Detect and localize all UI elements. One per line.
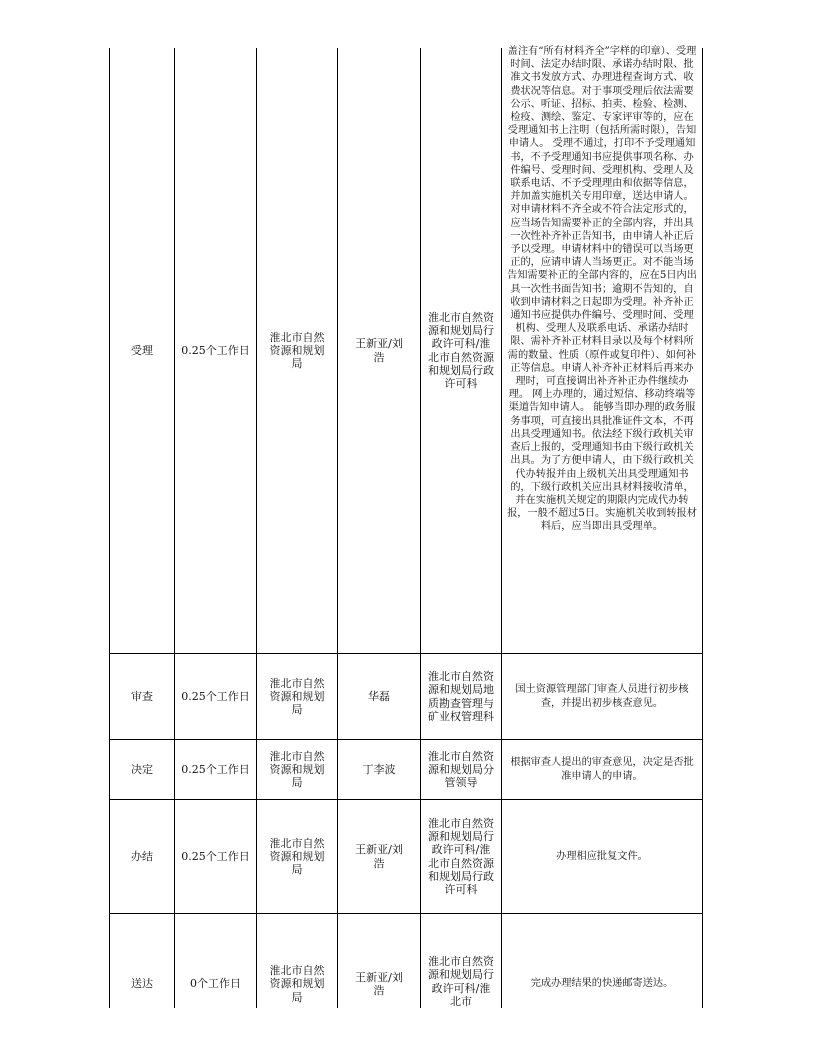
person-cell: 王新亚/刘浩 bbox=[355, 337, 403, 364]
person-cell: 王新亚/刘浩 bbox=[355, 843, 403, 870]
person-cell: 华磊 bbox=[368, 689, 390, 703]
stage-cell: 受理 bbox=[131, 343, 153, 357]
department-cell: 淮北市自然资源和规划局行政许可科/淮北市自然资源和规划局行政许可科 bbox=[428, 310, 494, 390]
description-cell: 完成办理结果的快递邮寄送达。 bbox=[530, 978, 674, 990]
time-limit-cell: 0个工作日 bbox=[190, 977, 241, 991]
department-cell: 淮北市自然资源和规划局分管领导 bbox=[428, 749, 494, 790]
table-border-right bbox=[702, 48, 703, 1008]
authority-cell: 淮北市自然资源和规划局 bbox=[269, 964, 325, 1004]
authority-cell: 淮北市自然资源和规划局 bbox=[269, 330, 325, 371]
description-cell: 根据审查人提出的审查意见，决定是否批准申请人的申请。 bbox=[510, 757, 694, 782]
stage-cell: 办结 bbox=[131, 849, 153, 863]
time-limit-cell: 0.25个工作日 bbox=[181, 689, 250, 703]
authority-cell: 淮北市自然资源和规划局 bbox=[269, 836, 325, 877]
description-cell: 盖注有“所有材料齐全”字样的印章）、受理时间、法定办结时限、承诺办结时限、批准文书发放方式、办理进程查询方式、收费状况等信息。对于事项受理后依法需要公示、听证、招标、拍卖、检验、检测、检疫、测绘、鉴定、专家评审等的，应在受理通知书上注明（包括所需时限），告知申请人。 受理不通过，打印不予受理通知书，不予受理通知书应提供事项名称、办件编号、受理时间、受理机构、受理人及联系电话、不予受理理由和依据等信息，并加盖实施机关专用印章，送达申请人。 对申请材料不齐全或不符合法定形式的，应当场告知需要补正的全部内容，并出具一次性补齐补正告知书，由申请人补正后予以受理。申请材料中的错误可以当场更正的，应请申请人当场更正。对不能当场告知需要补正的全部内容的，应在5日内出具一次性书面告知书；逾期不告知的，自收到申请材料之日起即为受理。补齐补正通知书应提供办件编号、受理时间、受理机构、受理人及联系电话、承诺办结时限、需补齐补正材料目录以及每个材料所需的数量、性质（原件或复印件）、如何补正等信息。申请人补齐补正材料后再来办理时，可直接调出补齐补正办件继续办理。 网上办理的，通过短信、移动终端等渠道告知申请人。 能够当即办理的政务服务事项，可直接出具批准证件文本，不再出具受理通知书。依法经下级行政机关审查后上报的，受理通知书由下级行政机关出具。为了方便申请人，由下级行政机关代办转报并由上级机关出具受理通知书的，下级行政机关应出具材料接收清单，并在实施机关规定的期限内完成代办转报，一般不超过5日。实施机关收到转报材料后，应当即出具受理单。 bbox=[507, 46, 697, 533]
person-cell: 王新亚/刘浩 bbox=[355, 970, 403, 997]
stage-cell: 决定 bbox=[131, 762, 153, 776]
stage-cell: 审查 bbox=[131, 689, 153, 703]
department-cell: 淮北市自然资源和规划局地质勘查管理与矿业权管理科 bbox=[428, 670, 494, 723]
authority-cell: 淮北市自然资源和规划局 bbox=[269, 749, 325, 790]
description-cell: 办理相应批复文件。 bbox=[556, 850, 648, 862]
time-limit-cell: 0.25个工作日 bbox=[181, 762, 250, 776]
department-cell: 淮北市自然资源和规划局行政许可科/淮北市自然资源和规划局行政许可科 bbox=[428, 816, 494, 896]
authority-cell: 淮北市自然资源和规划局 bbox=[269, 676, 325, 717]
time-limit-cell: 0.25个工作日 bbox=[181, 849, 250, 863]
description-cell: 国土资源管理部门审查人员进行初步核查，并提出初步核查意见。 bbox=[515, 684, 689, 709]
department-cell: 淮北市自然资源和规划局行政许可科/淮北市 bbox=[428, 955, 494, 1008]
person-cell: 丁李波 bbox=[362, 762, 396, 776]
stage-cell: 送达 bbox=[131, 977, 153, 991]
time-limit-cell: 0.25个工作日 bbox=[181, 343, 250, 357]
procedure-table bbox=[109, 48, 703, 1008]
